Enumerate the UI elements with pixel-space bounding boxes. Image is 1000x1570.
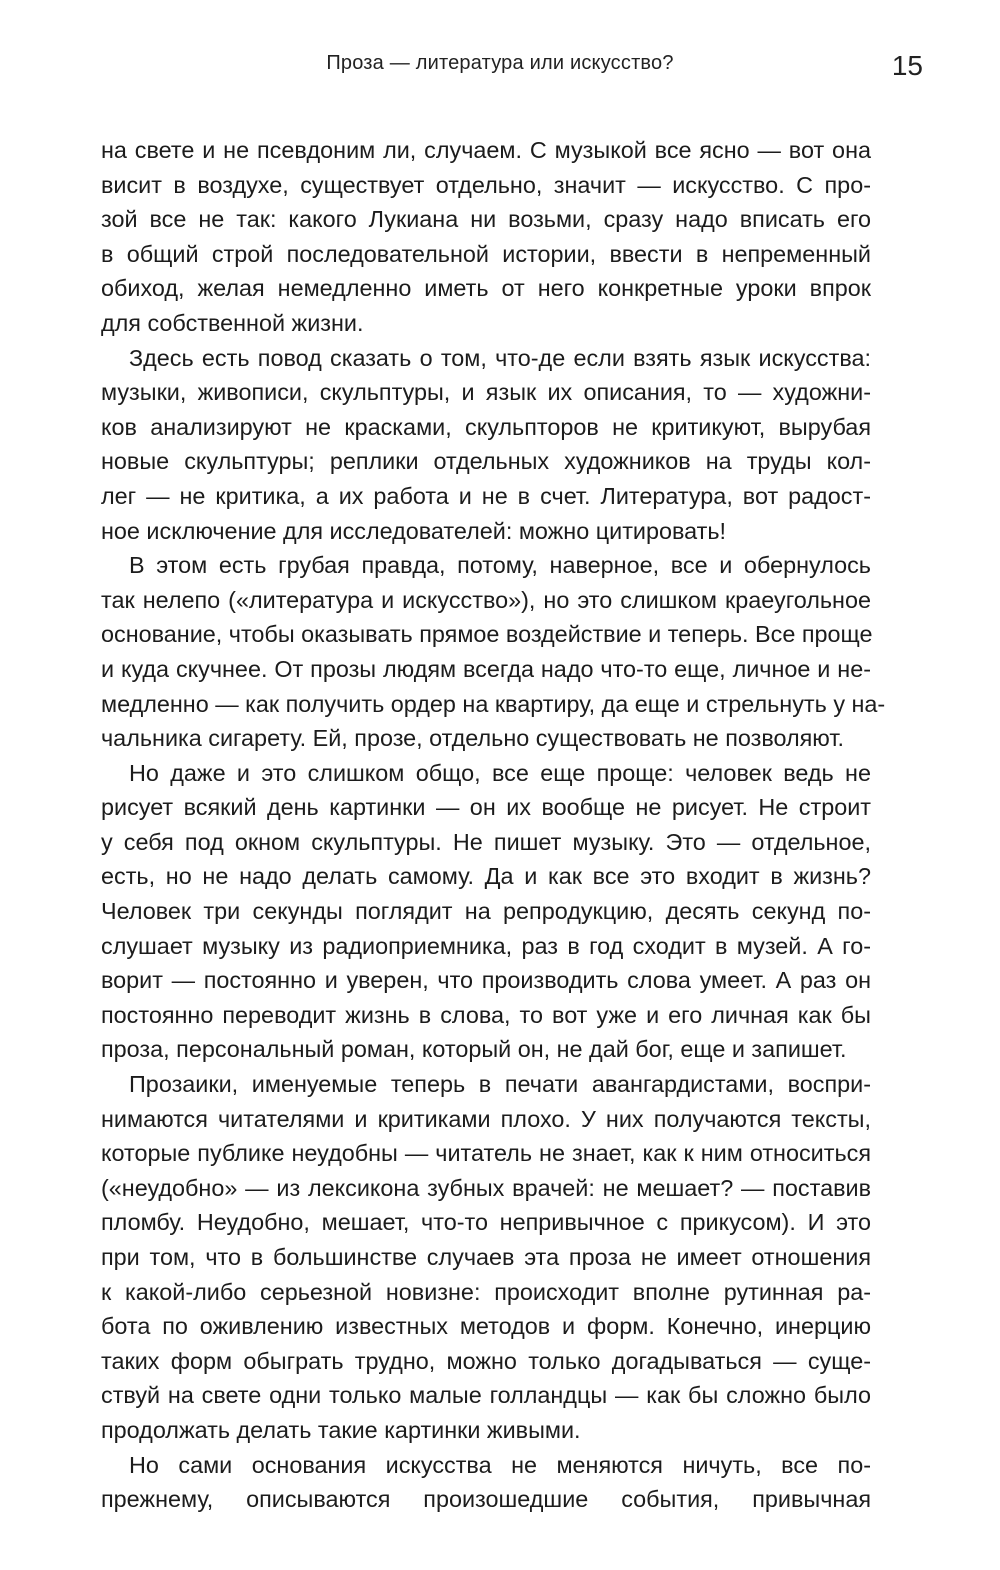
text-line: Прозаики, именуемые теперь в печати авангардистами, воспри- — [129, 1071, 871, 1098]
running-head: Проза — литература или искусство? — [326, 52, 674, 74]
text-line: к какой-либо серьезной новизне: происходит вполне рутинная ра- — [101, 1278, 871, 1305]
text-line: которые публике неудобны — читатель не знает, как к ним относиться — [101, 1140, 871, 1167]
text-line: обиход, желая немедленно иметь от него конкретные уроки впрок — [101, 275, 871, 302]
text-line: прежнему, описываются произошедшие события, привычная — [101, 1486, 871, 1513]
text-line: слушает музыку из радиоприемника, раз в год сходит в музей. А го- — [101, 932, 871, 959]
text-line: Здесь есть повод сказать о том, что-де если взять язык искусства: — [129, 344, 871, 371]
body-text — [101, 133, 886, 1517]
text-line: пломбу. Неудобно, мешает, что-то непривычное с прикусом). И это — [101, 1209, 871, 1236]
text-line: у себя под окном скульптуры. Не пишет музыку. Это — отдельное, — [101, 828, 871, 855]
text-line: зой все не так: какого Лукиана ни возьми, сразу надо вписать его — [101, 206, 871, 233]
text-line: («неудобно» — из лексикона зубных врачей: не мешает? — поставив — [101, 1174, 871, 1201]
text-line: медленно — как получить ордер на квартиру, да еще и стрельнуть у на- — [101, 690, 886, 717]
text-line: бота по оживлению известных методов и форм. Конечно, инерцию — [101, 1313, 871, 1340]
text-line: и куда скучнее. От прозы людям всегда надо что-то еще, личное и не- — [101, 655, 871, 682]
text-line: рисует всякий день картинки — он их вообще не рисует. Не строит — [101, 794, 871, 821]
text-line: лег — не критика, а их работа и не в счет. Литература, вот радост- — [101, 482, 871, 509]
text-line: на свете и не псевдоним ли, случаем. С музыкой все ясно — вот она — [101, 137, 871, 163]
text-line: ворит — постоянно и уверен, что производить слова умеет. А раз он — [101, 967, 871, 994]
text-line: ное исключение для исследователей: можно цитировать! — [101, 517, 727, 544]
text-line: висит в воздухе, существует отдельно, значит — искусство. С про- — [101, 171, 871, 198]
text-line: Человек три секунды поглядит на репродукцию, десять секунд по- — [101, 898, 871, 925]
text-line: ствуй на свете одни только малые голландцы — как бы сложно было — [101, 1382, 871, 1409]
text-line: Но даже и это слишком общо, все еще проще: человек ведь не — [129, 759, 871, 786]
text-line: есть, но не надо делать самому. Да и как все это входит в жизнь? — [101, 863, 871, 890]
text-line: музыки, живописи, скульптуры, и язык их описания, то — художни- — [101, 379, 871, 406]
text-line: таких форм обыграть трудно, можно только догадываться — суще- — [101, 1347, 871, 1374]
text-line: так нелепо («литература и искусство»), но это слишком краеугольное — [101, 586, 871, 613]
text-line: постоянно переводит жизнь в слова, то вот уже и его личная как бы — [101, 1001, 871, 1028]
text-line: В этом есть грубая правда, потому, наверное, все и обернулось — [129, 552, 871, 579]
text-line: новые скульптуры; реплики отдельных художников на труды кол- — [101, 448, 871, 475]
text-line: Но сами основания искусства не меняются ничуть, все по- — [129, 1451, 871, 1478]
text-line: для собственной жизни. — [101, 309, 364, 336]
text-line: чальника сигарету. Ей, прозе, отдельно существовать не позволяют. — [101, 725, 844, 752]
text-line: при том, что в большинстве случаев эта проза не имеет отношения — [101, 1244, 871, 1270]
text-line: нимаются читателями и критиками плохо. У них получаются тексты, — [101, 1105, 871, 1132]
text-line: основание, чтобы оказывать прямое воздействие и теперь. Все проще — [101, 621, 873, 648]
text-line: проза, персональный роман, который он, не дай бог, еще и запишет. — [101, 1036, 847, 1063]
text-line: в общий строй последовательной истории, ввести в непременный — [101, 240, 871, 267]
text-line: продолжать делать такие картинки живыми. — [101, 1416, 581, 1443]
text-line: ков анализируют не красками, скульпторов не критикуют, вырубая — [101, 413, 871, 440]
page-number: 15 — [891, 50, 923, 81]
